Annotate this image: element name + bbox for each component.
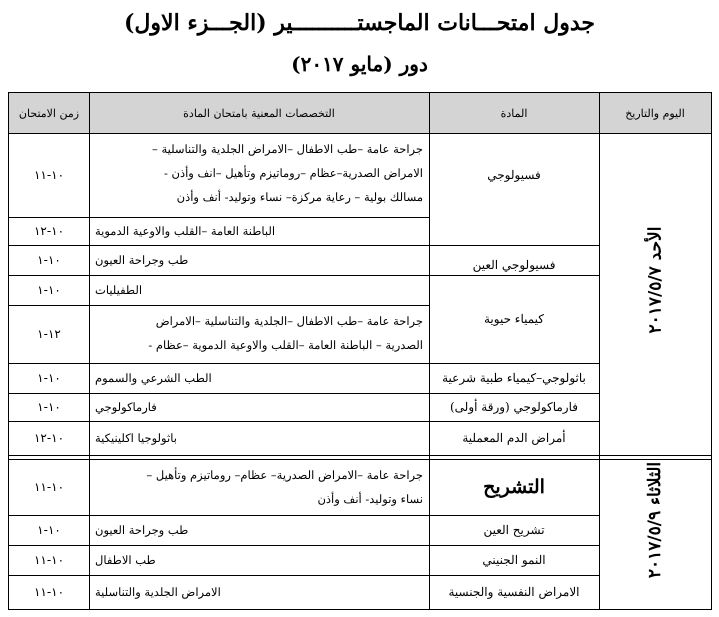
grid-line [89,93,90,609]
grid-line [9,245,599,246]
day-label: الأحد ٢٠١٧/٥/٧ [644,226,665,334]
grid-line [9,393,599,394]
header-subject: المادة [429,93,599,133]
day-cell-tuesday [599,431,711,609]
page-title: جدول امتحـــانات الماجستــــــــــير (الجـــزء الاول) [124,10,595,36]
subject-cell: فسيولوجي العين [472,258,556,272]
time-cell: ١٠-١٢ [33,431,65,445]
exam-table [8,92,712,610]
time-cell: ١٠-١ [37,400,61,414]
time-cell: ١٠-١١ [33,480,65,494]
time-cell: ١٠-١ [37,371,61,385]
subject-cell: كيمياء حيوية [483,312,545,326]
day-label: الثلاثاء ٢٠١٧/٥/٩ [645,461,666,579]
specialties-cell: الامراض الجلدية والتناسلية [95,585,221,599]
grid-line [9,515,599,516]
specialties-cell [89,459,429,515]
grid-line [9,363,599,364]
subject-cell: فسيولوجي [487,168,541,182]
subject-cell: الامراض النفسية والجنسية [448,585,580,599]
subject-cell: باثولوجي–كيمياء طبية شرعية [442,371,586,385]
header-specialties: التخصصات المعنية بامتحان المادة [89,93,429,133]
grid-line [9,305,429,306]
spec-line: مسالك بولية – رعاية مركزة– نساء وتوليد- أنف وأذن [176,190,423,204]
subject-cell: التشريح [483,476,545,498]
specialties-cell: الباطنة العامة –القلب والاوعية الدموية [95,224,276,238]
spec-line: الامراض الصدرية–عظام –روماتيزم وتأهيل –انف وأذن - [164,166,423,180]
header-day-date: اليوم والتاريخ [599,93,711,133]
specialties-cell: طب وجراحة العيون [95,253,189,267]
day-cell-sunday [599,133,711,427]
time-cell: ١٠-١ [37,523,61,537]
grid-line [9,459,711,460]
page-subtitle: دور (مايو ٢٠١٧) [291,52,428,76]
specialties-cell: طب الاطفال [95,553,156,567]
spec-line: الصدرية – الباطنة العامة –القلب والاوعية الدموية –عظام - [148,338,423,352]
grid-line [599,93,600,609]
time-cell: ١٠-١١ [33,168,65,182]
specialties-cell: الطب الشرعي والسموم [95,371,212,385]
time-cell: ١٠-١١ [33,553,65,567]
grid-line [9,217,429,218]
spec-line: جراحة عامة –طب الاطفال –الامراض الجلدية والتناسلية – [152,142,423,156]
subject-cell: فارماكولوجي (ورقة أولى) [450,400,578,414]
grid-line [9,275,599,276]
grid-line [9,545,599,546]
grid-line [9,133,711,134]
time-cell: ١٠-١٢ [33,224,65,238]
spec-line: نساء وتوليد- أنف وأذن [317,492,423,506]
grid-line [429,93,430,609]
specialties-cell: باثولوجيا اكلينيكية [95,431,177,445]
subject-cell: تشريح العين [483,523,545,537]
subject-cell: النمو الجنيني [482,553,546,567]
time-cell: ١٠-١ [37,253,61,267]
specialties-cell: فارماكولوجي [95,400,157,414]
subject-cell: أمراض الدم المعملية [462,431,566,445]
header-time: زمن الامتحان [9,93,89,133]
specialties-cell [89,133,429,217]
time-cell: ١٠-١١ [33,585,65,599]
time-cell: ١٠-١ [37,283,61,297]
specialties-cell: طب وجراحة العيون [95,523,189,537]
grid-line [9,455,711,456]
specialties-cell [89,305,429,363]
specialties-cell: الطفيليات [95,283,143,297]
grid-line [9,575,599,576]
spec-line: جراحة عامة –الامراض الصدرية– عظام– روماتيزم وتأهيل – [146,468,423,482]
time-cell: ١٢-١ [37,327,61,341]
spec-line: جراحة عامة –طب الاطفال –الجلدية والتناسلية –الامراض [155,314,423,328]
grid-line [9,421,599,422]
